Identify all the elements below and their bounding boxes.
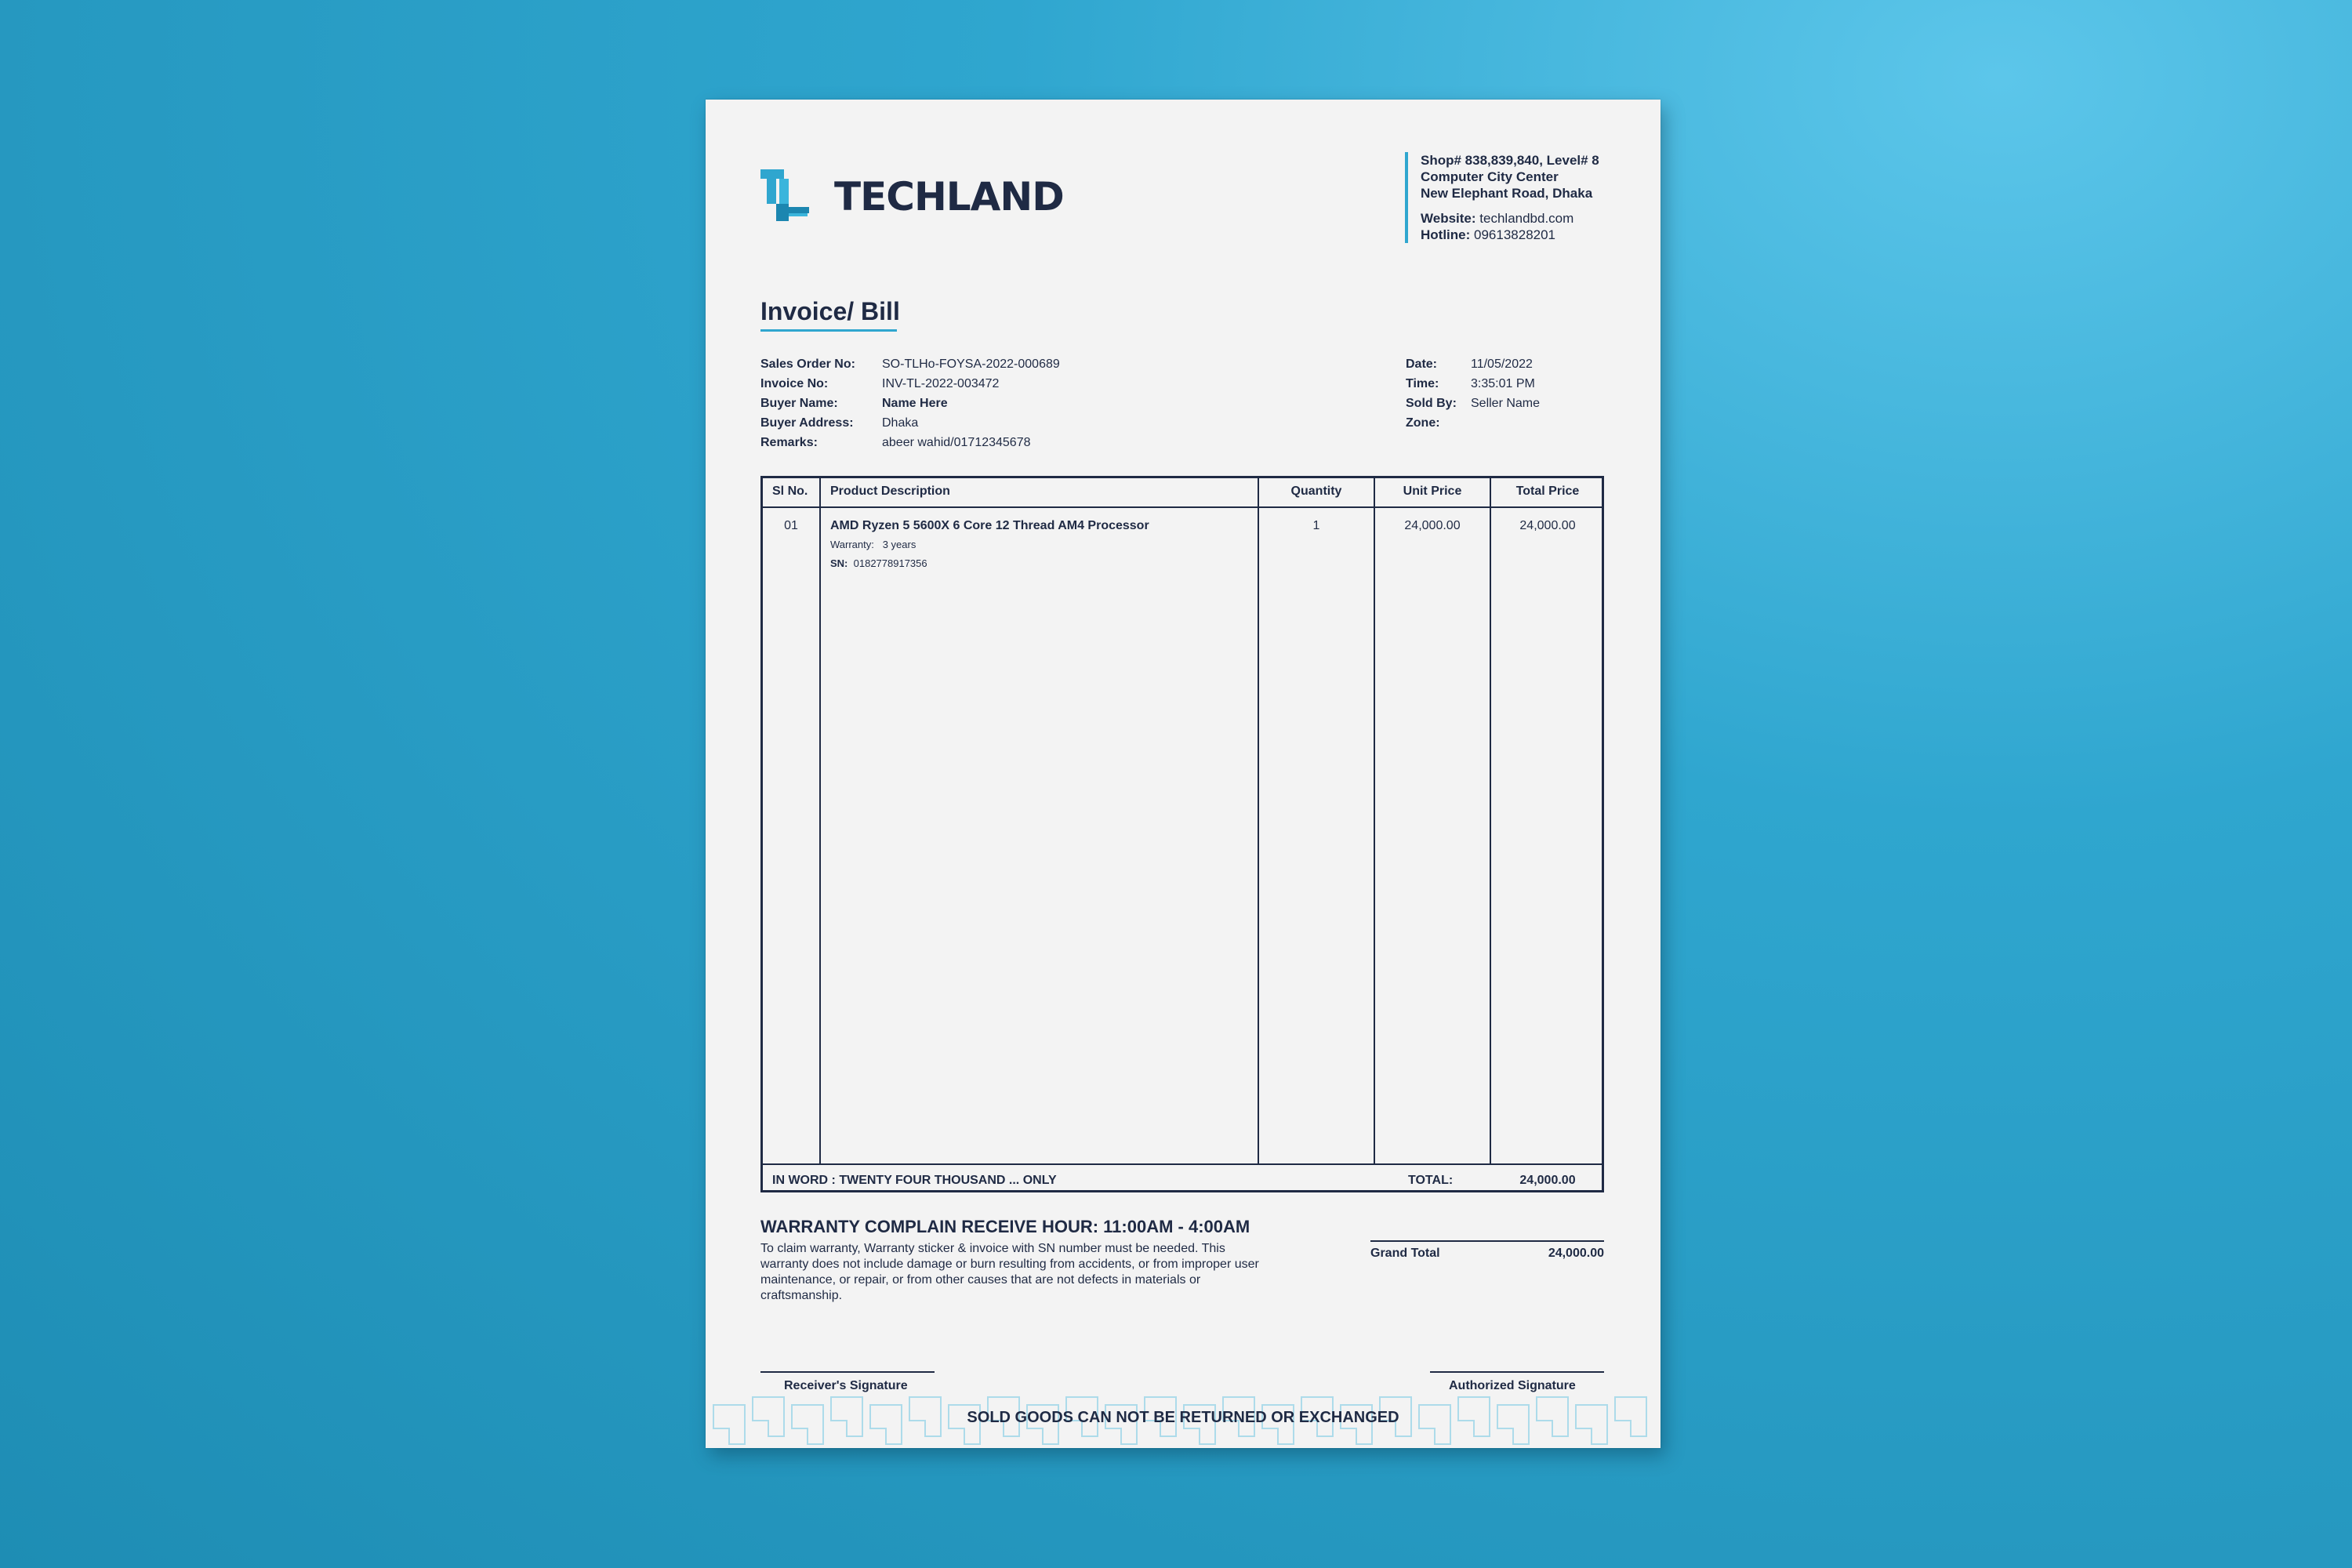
address-line: Shop# 838,839,840, Level# 8	[1421, 153, 1599, 168]
meta-label: Sold By:	[1406, 397, 1457, 410]
meta-label: Time:	[1406, 377, 1439, 390]
sold-by-value: Seller Name	[1471, 397, 1541, 410]
meta-label: Buyer Address:	[760, 416, 854, 430]
header-description: Product Description	[830, 485, 950, 498]
time-value: 3:35:01 PM	[1471, 377, 1535, 390]
meta-row	[760, 394, 1060, 413]
header-quantity: Quantity	[1290, 485, 1342, 498]
row-total-price: 24,000.00	[1519, 519, 1576, 532]
row-sl-no: 01	[784, 519, 798, 532]
meta-row	[760, 374, 1060, 394]
total-value: 24,000.00	[1519, 1174, 1576, 1187]
row-description: AMD Ryzen 5 5600X 6 Core 12 Thread AM4 Processor	[830, 519, 1149, 532]
date-value: 11/05/2022	[1471, 358, 1533, 371]
title-underline	[760, 329, 897, 332]
sales-order-no: SO-TLHo-FOYSA-2022-000689	[882, 358, 1060, 371]
sn-value: 0182778917356	[853, 557, 927, 569]
order-details	[760, 354, 1060, 452]
grand-total-label: Grand Total	[1370, 1247, 1440, 1260]
header-unit-price: Unit Price	[1403, 485, 1462, 498]
column-divider	[1374, 478, 1375, 1163]
meta-label: Buyer Name:	[760, 397, 838, 410]
footer-divider	[763, 1163, 1602, 1165]
header-sl-no: Sl No.	[772, 485, 808, 498]
meta-label: Date:	[1406, 358, 1438, 371]
website-link[interactable]: techlandbd.com	[1479, 211, 1574, 226]
invoice-title: Invoice/ Bill	[760, 297, 900, 325]
warranty-title: WARRANTY COMPLAIN RECEIVE HOUR: 11:00AM - 4:00AM	[760, 1217, 1250, 1236]
hotline-row	[1421, 227, 1599, 243]
meta-row	[1406, 413, 1540, 433]
receiver-signature-label: Receiver's Signature	[784, 1379, 908, 1392]
authorized-signature-line	[1430, 1371, 1604, 1373]
invoice-no: INV-TL-2022-003472	[882, 377, 1000, 390]
row-warranty	[830, 539, 916, 550]
warranty-text: To claim warranty, Warranty sticker & invoice with SN number must be needed. This warranty does not include damage or burn resulting from accidents, or from improper user maintenance, or repair, or from other causes that are not defects in materials or craftsmanship.	[760, 1242, 1259, 1302]
warranty-label: Warranty:	[830, 539, 874, 550]
return-policy-note: SOLD GOODS CAN NOT BE RETURNED OR EXCHANGED	[967, 1409, 1399, 1426]
website-row	[1421, 210, 1599, 227]
meta-label: Sales Order No:	[760, 358, 855, 371]
meta-row	[760, 354, 1060, 374]
total-label: TOTAL:	[1408, 1174, 1454, 1187]
meta-row	[1406, 394, 1540, 413]
header-divider	[763, 506, 1602, 508]
meta-row	[760, 413, 1060, 433]
column-divider	[819, 478, 821, 1163]
company-name: TECHLAND	[834, 174, 1064, 220]
remarks: abeer wahid/01712345678	[882, 436, 1031, 449]
row-quantity: 1	[1312, 519, 1320, 532]
grand-total-divider	[1370, 1240, 1604, 1242]
shop-info	[1405, 152, 1599, 243]
meta-label: Invoice No:	[760, 377, 829, 390]
meta-label: Zone:	[1406, 416, 1440, 430]
hotline-label: Hotline:	[1421, 227, 1471, 242]
meta-label: Remarks:	[760, 436, 818, 449]
column-divider	[1490, 478, 1491, 1163]
items-table	[760, 476, 1604, 1192]
column-divider	[1258, 478, 1259, 1163]
header-total-price: Total Price	[1515, 485, 1580, 498]
row-serial	[830, 557, 927, 569]
amount-in-words: IN WORD : TWENTY FOUR THOUSAND ... ONLY	[772, 1174, 1057, 1187]
authorized-signature-label: Authorized Signature	[1449, 1379, 1576, 1392]
website-label: Website:	[1421, 211, 1476, 226]
address-line: New Elephant Road, Dhaka	[1421, 186, 1593, 201]
hotline-number: 09613828201	[1474, 227, 1556, 242]
invoice-paper	[706, 100, 1661, 1448]
techland-logo-icon	[760, 166, 822, 227]
sn-label: SN:	[830, 557, 848, 569]
date-details	[1406, 354, 1540, 433]
buyer-name: Name Here	[882, 397, 948, 410]
meta-row	[1406, 374, 1540, 394]
meta-row	[760, 433, 1060, 452]
company-logo	[760, 166, 1064, 227]
buyer-address: Dhaka	[882, 416, 919, 430]
meta-row	[1406, 354, 1540, 374]
grand-total-value: 24,000.00	[1548, 1247, 1604, 1260]
row-unit-price: 24,000.00	[1404, 519, 1461, 532]
address-line: Computer City Center	[1421, 169, 1559, 184]
warranty-value: 3 years	[882, 539, 916, 550]
receiver-signature-line	[760, 1371, 935, 1373]
